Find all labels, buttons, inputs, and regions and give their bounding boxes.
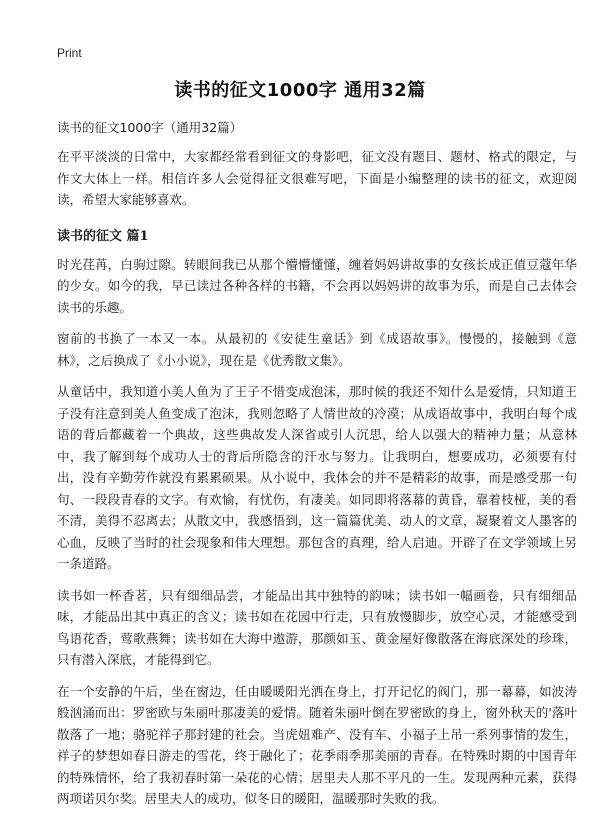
paragraph-5: 在一个安静的午后，坐在窗边，任由暖暖阳光洒在身上，打开记忆的阀门，那一幕幕，如波涛般汹涌而出：罗密欧与朱丽叶那凄美的爱情。随着朱丽叶倒在罗密欧的身上，窗外秋天的'落叶散落了一地；骆驼祥子那封建的社会。当虎妞难产、没有车、小福子上吊一系列事情的发生，祥子的梦想如春日游走的雪花，终于融化了；花季雨季那美丽的青春。在特殊时期的中国青年的特殊情怀，给了我初春时第一朵花的心情；居里夫人那不平凡的一生。发现两种元素，获得两项诺贝尔奖。居里夫人的成功，似冬日的暖阳，温暖那时失败的我。 [57, 683, 577, 806]
paragraph-1: 时光荏苒，白驹过隙。转眼间我已从那个懵懵懂懂，缠着妈妈讲故事的女孩长成正值豆蔻年华的少女。如今的我，早已读过各种各样的书籍，不会再以妈妈讲的故事为乐，而是自己去体会读书的乐趣。 [57, 256, 577, 315]
article-body [57, 118, 577, 820]
paragraph-4: 读书如一杯香茗，只有细细品尝，才能品出其中独特的韵味；读书如一幅画卷，只有细细品味，才能品出其中真正的含义；读书如在花园中行走，只有放慢脚步，放空心灵，才能感受到鸟语花香，莺歌燕舞；读书如在大海中遨游，那颜如玉、黄金屋好像散落在海底深处的珍珠，只有潜入深底，才能得到它。 [57, 587, 577, 667]
article-subtitle: 读书的征文1000字（通用32篇） [57, 120, 243, 135]
paragraph-3: 从童话中，我知道小美人鱼为了王子不惜变成泡沫，那时候的我还不知什么是爱情，只知道王子没有注意到美人鱼变成了泡沫，我则忽略了人情世故的冷漠；从成语故事中，我明白每个成语的背后都藏着一个典故，这些典故发人深省或引人沉思，给人以强大的精神力量；从意林中，我了解到每个成功人士的背后所隐含的汗水与努力。让我明白，想要成功，必须要有付出，没有辛勤劳作就没有累累硕果。从小说中，我体会的并不是精彩的故事，而是感受那一句句、一段段青春的文字。有欢愉，有忧伤，有凄美。如同即将落幕的黄昏，靠着枝桠，美的看不清，美得不忍离去；从散文中，我感悟到，这一篇篇优美、动人的文章，凝聚着文人墨客的心血，反映了当时的社会现象和伟大理想。那包含的真理，给人启迪。开辟了在文学领域上另一条道路。 [57, 384, 577, 571]
print-label: Print [57, 46, 82, 60]
section-heading: 读书的征文 篇1 [57, 228, 149, 244]
page-title: 读书的征文1000字 通用32篇 [174, 80, 426, 101]
paragraph-2: 窗前的书换了一本又一本。从最初的《安徒生童话》到《成语故事》。慢慢的，接触到《意林》，之后换成了《小小说》，现在是《优秀散文集》。 [57, 331, 577, 368]
intro-paragraph: 在平平淡淡的日常中，大家都经常看到征文的身影吧，征文没有题目、题材、格式的限定，与作文大体上一样。相信许多人会觉得征文很难写吧，下面是小编整理的读书的征文，欢迎阅读，希望大家能够喜欢。 [57, 149, 577, 207]
